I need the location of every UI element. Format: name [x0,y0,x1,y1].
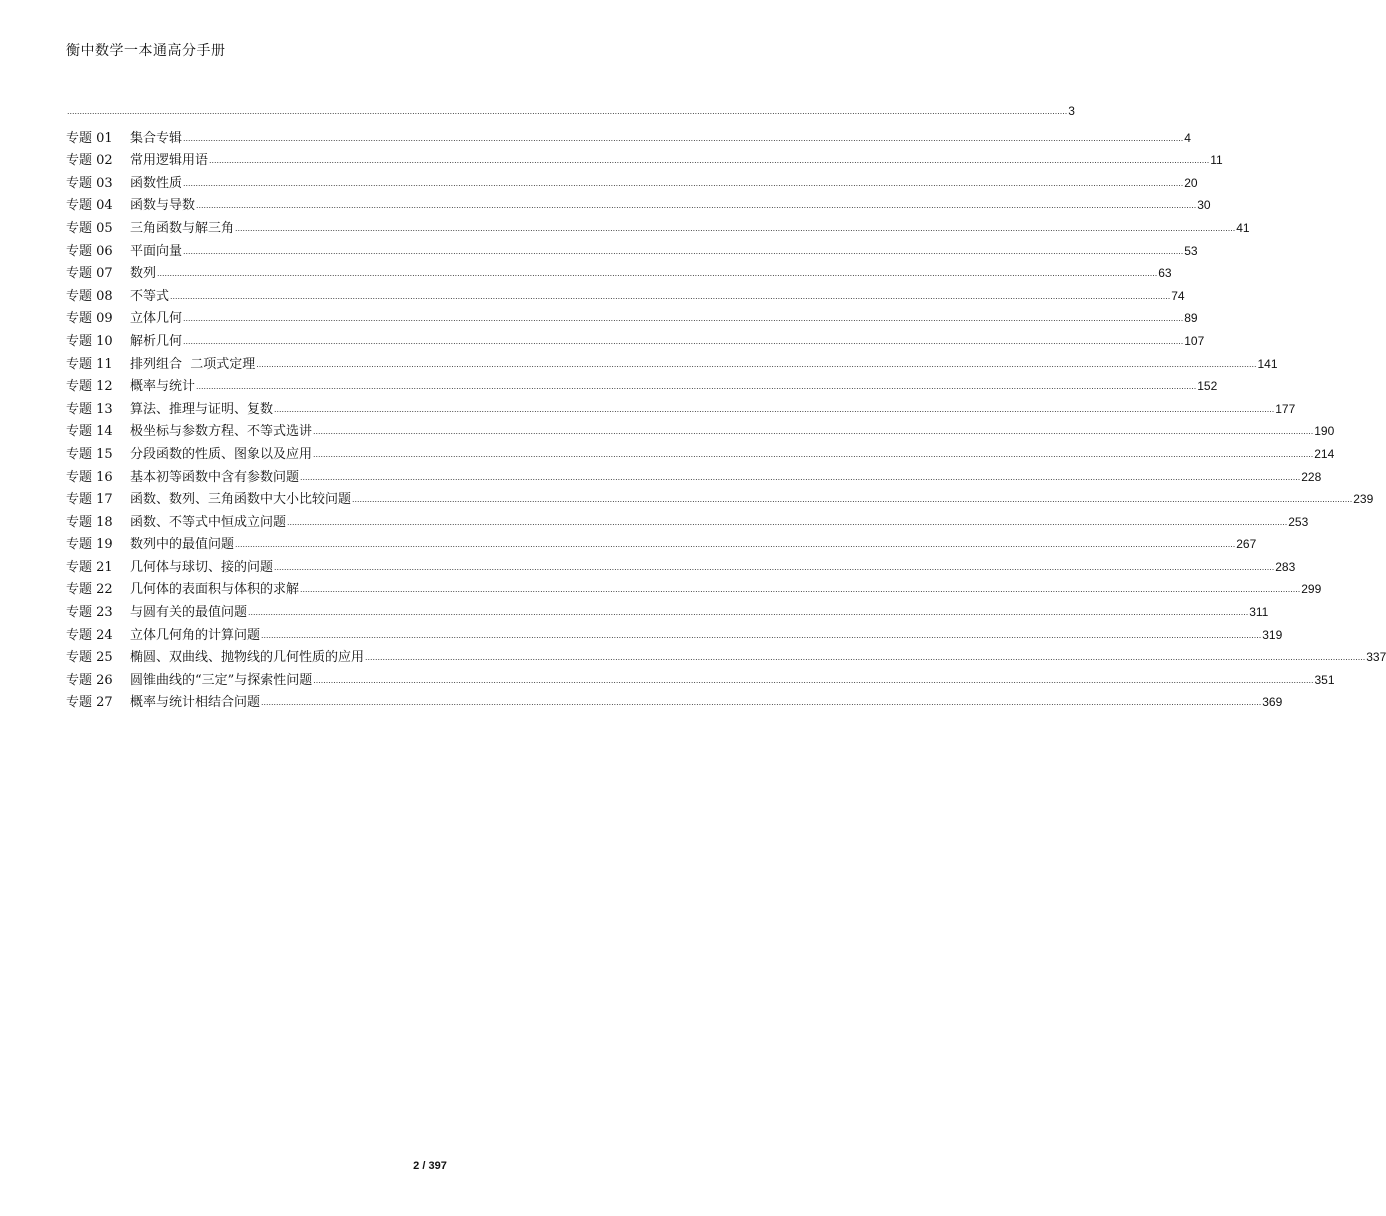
toc-topic-title: 椭圆、双曲线、抛物线的几何性质的应用 [130,650,365,666]
toc-topic-title: 与圆有关的最值问题 [130,605,248,621]
toc-topic-title: 基本初等函数中含有参数问题 [130,469,300,485]
toc-topic-title: 不等式 [130,288,170,304]
toc-page-number: 107 [1184,333,1205,348]
toc-dot-leader: ................................................................................................................................................................................................................................................................................................................................................................................................................ [196,381,1197,392]
toc-entry[interactable] [66,217,1250,240]
toc-page-number: 190 [1314,424,1335,439]
toc-topic-number: 专题 17 [66,492,113,508]
toc-dot-leader: ................................................................................................................................................................................................................................................................................................................................................................................................................ [183,245,1184,256]
toc-dot-leader: ................................................................................................................................................................................................................................................................................................................................................................................................................ [235,539,1236,550]
toc-dot-leader: ................................................................................................................................................................................................................................................................................................................................................................................................................ [248,607,1249,618]
toc-topic-number: 专题 06 [66,243,113,259]
toc-topic-number: 专题 03 [66,175,113,191]
toc-topic-number: 专题 07 [66,266,113,282]
toc-topic-title: 常用逻辑用语 [130,153,209,169]
toc-page-number: 253 [1288,514,1309,529]
toc-topic-title: 分段函数的性质、图象以及应用 [130,446,313,462]
toc-page-number: 283 [1275,559,1296,574]
toc-topic-title: 排列组合 二项式定理 [130,356,256,372]
toc-entry[interactable] [66,375,1218,398]
toc-dot-leader: ................................................................................................................................................................................................................................................................................................................................................................................................................ [209,155,1210,166]
toc-topic-number: 专题 05 [66,220,113,236]
toc-topic-title: 极坐标与参数方程、不等式选讲 [130,424,313,440]
toc-page-number: 4 [1184,130,1191,145]
toc-page-number: 152 [1197,379,1218,394]
toc-topic-number: 专题 08 [66,288,113,304]
toc-topic-title: 解析几何 [130,333,183,349]
toc-page-number: 30 [1197,198,1211,213]
toc-dot-leader: ................................................................................................................................................................................................................................................................................................................................................................................................................ [300,584,1301,595]
toc-dot-leader: ................................................................................................................................................................................................................................................................................................................................................................................................................ [196,200,1197,211]
toc-dot-leader: ................................................................................................................................................................................................................................................................................................................................................................................................................ [157,268,1158,279]
toc-page-number: 11 [1210,153,1223,168]
toc-page-number: 177 [1275,401,1296,416]
toc-page-number: 319 [1262,627,1283,642]
toc-entry[interactable] [66,691,1283,714]
toc-page-number: 74 [1171,288,1185,303]
toc-entry[interactable] [66,578,1322,601]
toc-entry[interactable] [66,398,1296,421]
toc-dot-leader: ................................................................................................................................................................................................................................................................................................................................................................................................................ [313,448,1314,459]
toc-topic-title: 立体几何角的计算问题 [130,627,261,643]
toc-dot-leader: ................................................................................................................................................................................................................................................................................................................................................................................................................ [352,494,1353,505]
toc-topic-title: 平面向量 [130,243,183,259]
toc-topic-number: 专题 04 [66,198,113,214]
toc-dot-leader: ................................................................................................................................................................................................................................................................................................................................................................................................................ [313,674,1314,685]
toc-topic-title: 数列 [130,266,157,282]
toc-dot-leader: ................................................................................................................................................................................................................................................................................................................................................................................................................ [287,516,1288,527]
toc-topic-number: 专题 26 [66,672,113,688]
toc-topic-number: 专题 12 [66,379,113,395]
toc-dot-leader: ................................................................................................................................................................................................................................................................................................................................................................................................................ [365,652,1366,663]
toc-topic-title: 函数、不等式中恒成立问题 [130,514,287,530]
toc-entry[interactable] [66,149,1223,172]
toc-topic-title: 数列中的最值问题 [130,537,235,553]
toc-entry[interactable] [66,466,1322,489]
toc-dot-leader: ................................................................................................................................................................................................................................................................................................................................................................................................................ [300,471,1301,482]
toc-page-number: 267 [1236,537,1257,552]
toc-dot-leader: ................................................................................................................................................................................................................................................................................................................................................................................................................ [274,561,1275,572]
toc-page-number: 311 [1249,605,1269,620]
toc-topic-title: 概率与统计 [130,379,196,395]
toc-topic-title: 函数与导数 [130,198,196,214]
toc-topic-number: 专题 16 [66,469,113,485]
toc-dot-leader: ................................................................................................................................................................................................................................................................................................................................................................................................................ [261,629,1262,640]
toc-topic-title: 算法、推理与证明、复数 [130,401,274,417]
toc-topic-title: 概率与统计相结合问题 [130,695,261,711]
toc-page-number: 3 [1068,104,1075,118]
toc-topic-number: 专题 15 [66,446,113,462]
toc-entry[interactable] [66,240,1198,263]
toc-dot-leader: ................................................................................................................................................................................................................................................................................................................................................................................................................ [170,290,1171,301]
toc-entry[interactable] [66,262,1172,285]
toc-entry[interactable] [66,353,1278,376]
toc-entry[interactable] [66,601,1269,624]
toc-topic-number: 专题 11 [66,356,113,372]
toc-entry[interactable] [66,194,1211,217]
toc-topic-title: 三角函数与解三角 [130,220,235,236]
toc-topic-title: 函数、数列、三角函数中大小比较问题 [130,492,352,508]
toc-entry[interactable] [66,420,1335,443]
toc-entry[interactable] [66,443,1335,466]
toc-topic-number: 专题 14 [66,424,113,440]
toc-topic-number: 专题 18 [66,514,113,530]
toc-page-number: 337 [1366,650,1386,665]
toc-entry[interactable] [66,172,1198,195]
toc-page-number: 351 [1314,672,1335,687]
toc-dot-leader: ................................................................................................................................................................................................................................................................................................................................................................................................................ [274,403,1275,414]
toc-topic-number: 专题 10 [66,333,113,349]
toc-topic-title: 几何体的表面积与体积的求解 [130,582,300,598]
toc-entry[interactable] [66,330,1205,353]
toc-dot-leader: ................................................................................................................................................................................................................................................................................................................................................................................................................ [67,106,1068,116]
toc-page-number: 369 [1262,695,1283,710]
toc-entry[interactable] [66,488,1374,511]
table-of-contents [66,104,1386,714]
toc-topic-number: 专题 21 [66,559,113,575]
toc-topic-number: 专题 24 [66,627,113,643]
toc-entry[interactable] [66,127,1191,150]
toc-topic-title: 几何体与球切、接的问题 [130,559,274,575]
toc-topic-number: 专题 23 [66,605,113,621]
toc-page-number: 20 [1184,175,1198,190]
toc-page-number: 89 [1184,311,1198,326]
page-indicator: 2 / 397 [413,1160,447,1172]
toc-topic-title: 集合专辑 [130,130,183,146]
toc-topic-number: 专题 19 [66,537,113,553]
toc-topic-number: 专题 09 [66,311,113,327]
toc-dot-leader: ................................................................................................................................................................................................................................................................................................................................................................................................................ [183,335,1184,346]
toc-dot-leader: ................................................................................................................................................................................................................................................................................................................................................................................................................ [183,313,1184,324]
toc-topic-number: 专题 22 [66,582,113,598]
toc-dot-leader: ................................................................................................................................................................................................................................................................................................................................................................................................................ [183,177,1184,188]
toc-entry[interactable] [66,669,1335,692]
toc-topic-number: 专题 02 [66,153,113,169]
toc-topic-number: 专题 13 [66,401,113,417]
toc-topic-title: 函数性质 [130,175,183,191]
toc-page-number: 228 [1301,469,1322,484]
toc-dot-leader: ................................................................................................................................................................................................................................................................................................................................................................................................................ [261,697,1262,708]
toc-dot-leader: ................................................................................................................................................................................................................................................................................................................................................................................................................ [313,426,1314,437]
toc-dot-leader: ................................................................................................................................................................................................................................................................................................................................................................................................................ [183,132,1184,143]
toc-topic-title: 圆锥曲线的“三定”与探索性问题 [130,672,313,688]
toc-page-number: 53 [1184,243,1198,258]
toc-entry[interactable] [66,624,1283,647]
toc-dot-leader: ................................................................................................................................................................................................................................................................................................................................................................................................................ [256,358,1257,369]
toc-entry[interactable] [66,511,1309,534]
toc-page-number: 141 [1257,356,1278,371]
toc-topic-number: 专题 01 [66,130,113,146]
toc-entry[interactable] [66,533,1257,556]
toc-dot-leader: ................................................................................................................................................................................................................................................................................................................................................................................................................ [235,222,1236,233]
toc-entry[interactable] [66,646,1386,669]
toc-entry[interactable] [66,104,1075,127]
toc-entry[interactable] [66,307,1198,330]
toc-topic-number: 专题 27 [66,695,113,711]
toc-page-number: 299 [1301,582,1322,597]
toc-topic-number: 专题 25 [66,650,113,666]
toc-page-number: 41 [1236,220,1250,235]
toc-entry[interactable] [66,556,1296,579]
toc-page-number: 214 [1314,446,1335,461]
toc-page-number: 239 [1353,492,1374,507]
toc-page-number: 63 [1158,266,1172,281]
toc-entry[interactable] [66,285,1185,308]
document-header: 衡中数学一本通高分手册 [66,43,226,59]
toc-topic-title: 立体几何 [130,311,183,327]
